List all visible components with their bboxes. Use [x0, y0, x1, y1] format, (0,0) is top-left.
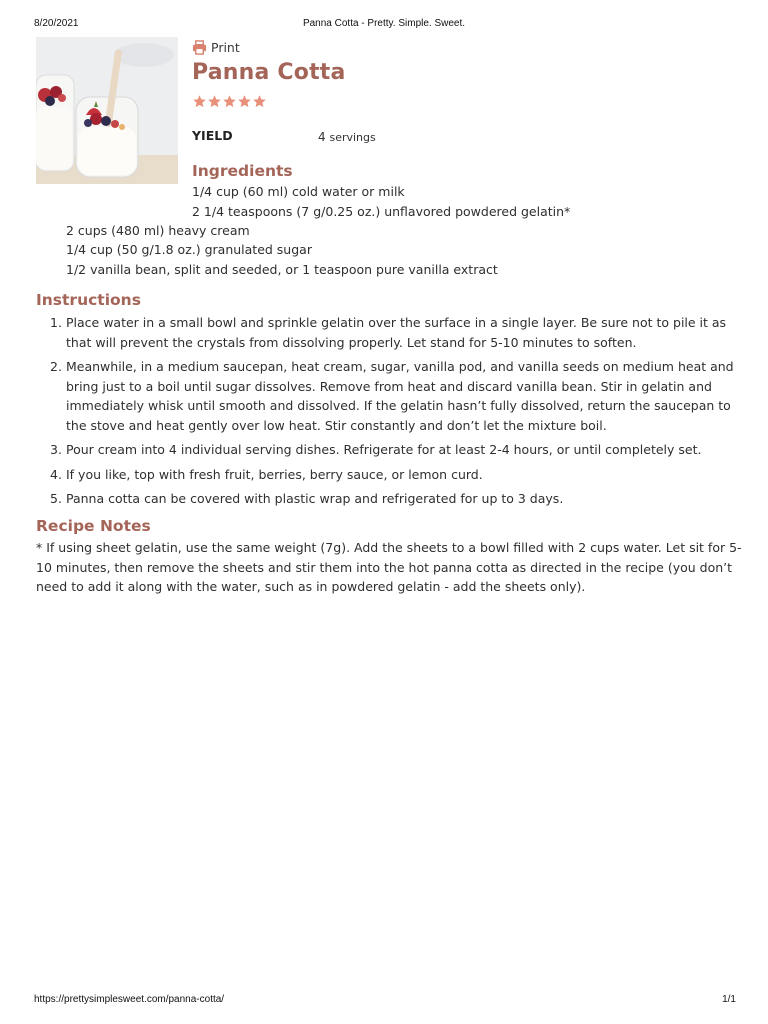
ingredient-item: 1/2 vanilla bean, split and seeded, or 1 teaspoon pure vanilla extract [66, 262, 498, 277]
ingredient-item: 2 cups (480 ml) heavy cream [66, 223, 250, 238]
instruction-step [36, 357, 742, 435]
step-number: 3. [50, 442, 62, 457]
step-text: Meanwhile, in a medium saucepan, heat cream, sugar, vanilla pod, and vanilla seeds on medium heat and bring just to a boil until sugar dissolves. Remove from heat and discard vanilla bean. Stir in gelatin and immediately whisk until smooth and dissolved. If the gelatin hasn’t fully dissolved, return the saucepan to the stove and heat gently over low heat. Stir constantly and don’t let the mixture boil. [66, 359, 734, 433]
print-footer [0, 994, 768, 1008]
recipe-notes-heading: Recipe Notes [36, 517, 151, 535]
printer-icon [192, 40, 207, 55]
step-text: Place water in a small bowl and sprinkle gelatin over the surface in a single layer. Be sure not to pile it as that will prevent the crystals from dissolving properly. Let stand for 5-10 minutes to soften. [66, 315, 727, 350]
step-text: If you like, top with fresh fruit, berries, berry sauce, or lemon curd. [66, 466, 483, 482]
star-icon[interactable] [192, 94, 207, 109]
star-icon[interactable] [252, 94, 267, 109]
recipe-notes-text: * If using sheet gelatin, use the same weight (7g). Add the sheets to a bowl filled with 2 cups water. Let sit for 5-10 minutes, then remove the sheets and stir them into the hot panna cotta as directed in the recipe (you don’t need to add it along with the water, such as in powdered gelatin - add the sheets only). [36, 540, 742, 594]
instructions-list [36, 313, 742, 514]
instructions-heading: Instructions [36, 291, 141, 309]
rating-stars[interactable] [192, 94, 267, 109]
step-number: 4. [50, 466, 62, 482]
recipe-title: Panna Cotta [192, 60, 346, 85]
instruction-step [36, 489, 742, 509]
ingredient-item: 1/4 cup (60 ml) cold water or milk [192, 184, 405, 199]
yield-unit: servings [329, 131, 376, 144]
instruction-step [36, 465, 742, 485]
panna-cotta-photo [36, 37, 178, 184]
ingredients-heading: Ingredients [192, 162, 293, 180]
print-date: 8/20/2021 [34, 18, 79, 29]
instruction-step [36, 313, 742, 352]
star-icon[interactable] [237, 94, 252, 109]
instruction-step [36, 440, 742, 460]
star-icon[interactable] [222, 94, 237, 109]
step-text: Pour cream into 4 individual serving dishes. Refrigerate for at least 2-4 hours, or until completely set. [66, 442, 702, 457]
ingredient-item: 1/4 cup (50 g/1.8 oz.) granulated sugar [66, 242, 312, 257]
step-number: 2. [50, 359, 62, 374]
star-icon[interactable] [207, 94, 222, 109]
print-label: Print [211, 39, 240, 55]
ingredient-item: 2 1/4 teaspoons (7 g/0.25 oz.) unflavored powdered gelatin* [192, 204, 571, 219]
step-number: 1. [50, 315, 62, 330]
page-count: 1/1 [722, 994, 736, 1005]
step-number: 5. [50, 491, 62, 506]
step-text: Panna cotta can be covered with plastic wrap and refrigerated for up to 3 days. [66, 491, 564, 506]
yield-number: 4 [318, 130, 326, 144]
print-header [0, 18, 768, 32]
yield-value [318, 130, 376, 144]
yield-label: YIELD [192, 128, 233, 143]
print-button[interactable] [192, 38, 240, 56]
page-url[interactable]: https://prettysimplesweet.com/panna-cotta/ [34, 994, 225, 1005]
print-page-title: Panna Cotta - Pretty. Simple. Sweet. [302, 18, 466, 29]
recipe-photo [36, 37, 178, 184]
